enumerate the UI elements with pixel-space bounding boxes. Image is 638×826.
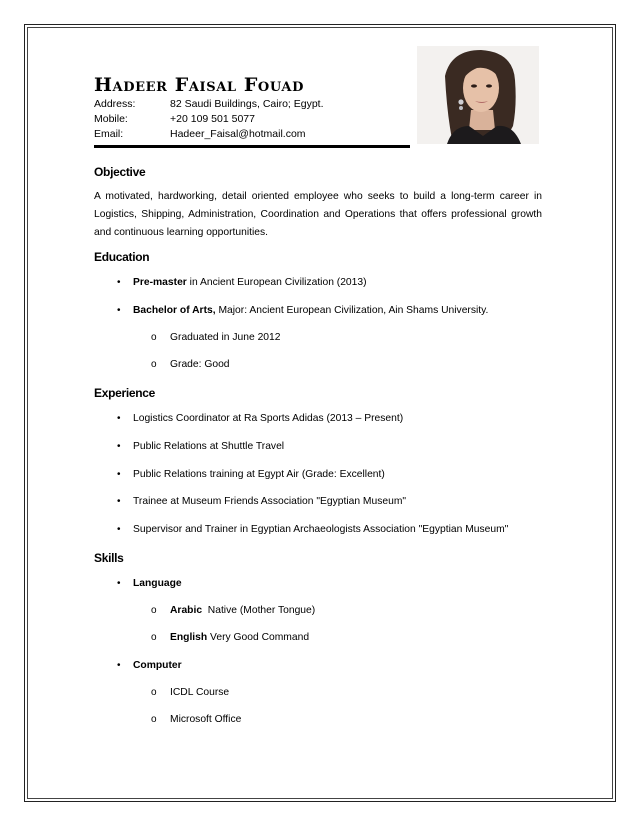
address-label: Address: [94, 98, 136, 110]
experience-item: Public Relations at Shuttle Travel [133, 441, 285, 452]
language-item [170, 605, 315, 616]
sub-bullet-icon: o [151, 359, 157, 370]
sub-bullet-icon: o [151, 632, 157, 643]
education-item [133, 305, 488, 316]
bullet-icon: • [117, 277, 121, 288]
sub-bullet-icon: o [151, 687, 157, 698]
sub-bullet-icon: o [151, 605, 157, 616]
experience-item: Public Relations training at Egypt Air (Grade: Excellent) [133, 469, 385, 480]
bullet-icon: • [117, 524, 121, 535]
computer-skill-item: Microsoft Office [170, 714, 242, 725]
candidate-name: Hadeer Faisal Fouad [94, 74, 304, 96]
skills-language-label: Language [133, 578, 182, 589]
address-value: 82 Saudi Buildings, Cairo; Egypt. [170, 98, 324, 110]
language-name: English [170, 632, 208, 643]
email-label: Email: [94, 128, 124, 140]
bullet-icon: • [117, 413, 121, 424]
education-heading: Education [94, 250, 150, 264]
language-level: Native (Mother Tongue) [202, 605, 316, 616]
sub-bullet-icon: o [151, 332, 157, 343]
mobile-label: Mobile: [94, 113, 128, 125]
profile-photo [417, 46, 539, 144]
bullet-icon: • [117, 305, 121, 316]
education-item-bold: Bachelor of Arts, [133, 305, 216, 316]
mobile-value: +20 109 501 5077 [170, 113, 255, 125]
education-subitem: Grade: Good [170, 359, 230, 370]
email-value: Hadeer_Faisal@hotmail.com [170, 128, 306, 140]
computer-skill-item: ICDL Course [170, 687, 230, 698]
bullet-icon: • [117, 660, 121, 671]
experience-item: Logistics Coordinator at Ra Sports Adidas (2013 – Present) [133, 413, 404, 424]
language-name: Arabic [170, 605, 203, 616]
header-divider [94, 145, 410, 148]
bullet-icon: • [117, 441, 121, 452]
mobile-row [94, 113, 255, 125]
education-subitem: Graduated in June 2012 [170, 332, 281, 343]
experience-item: Trainee at Museum Friends Association "Egyptian Museum" [133, 496, 407, 507]
language-item [170, 632, 309, 643]
experience-item: Supervisor and Trainer in Egyptian Archaeologists Association "Egyptian Museum" [133, 524, 509, 535]
education-item [133, 277, 367, 288]
bullet-icon: • [117, 578, 121, 589]
skills-computer-label: Computer [133, 660, 182, 671]
language-level: Very Good Command [207, 632, 310, 643]
address-row [94, 98, 324, 110]
objective-text: A motivated, hardworking, detail oriented employee who seeks to build a long-term career in Logistics, Shipping, Administration, Coordination and Operations that offers professional growth and continuous learning opportunities. [94, 191, 542, 238]
profile-photo-image [417, 46, 539, 144]
bullet-icon: • [117, 469, 121, 480]
education-item-bold: Pre-master [133, 277, 187, 288]
experience-heading: Experience [94, 386, 156, 400]
education-item-text: Major: Ancient European Civilization, Ain Shams University. [215, 305, 489, 316]
email-row [94, 128, 306, 140]
skills-heading: Skills [94, 551, 124, 565]
bullet-icon: • [117, 496, 121, 507]
education-item-text: in Ancient European Civilization (2013) [186, 277, 367, 288]
sub-bullet-icon: o [151, 714, 157, 725]
objective-heading: Objective [94, 165, 146, 179]
